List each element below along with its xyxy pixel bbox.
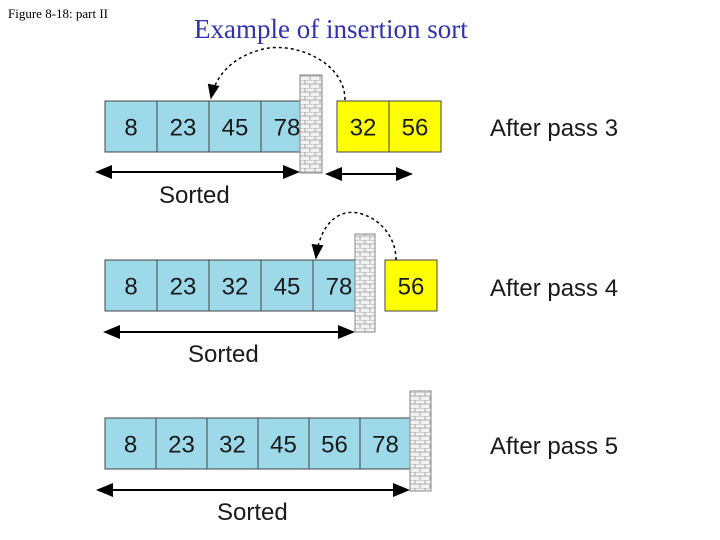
array-cell-value: 56 (321, 431, 348, 459)
array-cell-value: 32 (349, 114, 377, 142)
array-cell-value: 78 (372, 431, 399, 459)
pass-row-3 (96, 391, 618, 526)
array-cell-value: 8 (124, 273, 138, 301)
pass-label-1: After pass 3 (490, 115, 619, 142)
array-cell-value: 32 (219, 431, 246, 459)
array-cells-pass-2 (105, 260, 437, 311)
sorted-label-1: Sorted (159, 182, 230, 209)
array-cell-value: 23 (168, 431, 195, 459)
pass-row-1 (95, 47, 618, 209)
wall-pass-1 (300, 75, 322, 173)
array-cell-value: 45 (221, 114, 249, 142)
page-title: Example of insertion sort (194, 14, 468, 44)
array-cell-value: 56 (397, 273, 425, 301)
array-cell-value: 8 (124, 114, 138, 142)
array-cell-value: 45 (273, 273, 301, 301)
array-cell-value: 23 (169, 273, 197, 301)
sorted-label-3: Sorted (217, 499, 288, 526)
pass-label-3: After pass 5 (490, 433, 619, 460)
array-cells-pass-3 (105, 418, 411, 469)
array-cell-value: 78 (273, 114, 301, 142)
figure-label: Figure 8-18: part II (8, 6, 109, 21)
wall-pass-3 (410, 391, 431, 491)
array-cell-value: 45 (270, 431, 297, 459)
array-cell-value: 32 (221, 273, 249, 301)
array-cell-value: 23 (169, 114, 197, 142)
pass-label-2: After pass 4 (490, 275, 619, 302)
array-cell-value: 78 (325, 273, 353, 301)
sorted-label-2: Sorted (188, 341, 259, 368)
array-cells-pass-1 (105, 101, 441, 152)
array-cell-value: 56 (401, 114, 429, 142)
wall-pass-2 (355, 234, 375, 332)
insert-arrow-pass-1 (211, 47, 345, 100)
array-cell-value: 8 (123, 431, 138, 459)
pass-row-2 (103, 212, 618, 368)
